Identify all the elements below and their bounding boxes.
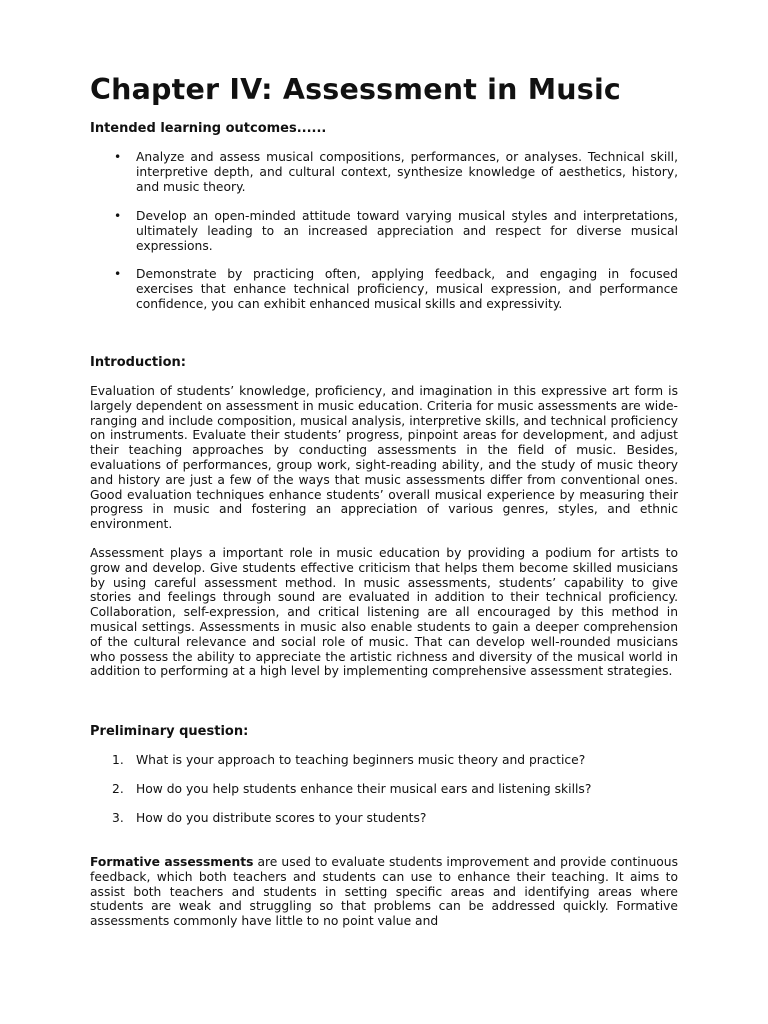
introduction-heading: Introduction: — [90, 355, 186, 370]
outcome-text: Analyze and assess musical compositions, performances, or analyses. Technical skill, interpretive depth, and cultural context, synthesize knowledge of aesthetics, history, and music theory. — [136, 150, 678, 194]
paragraph-text: Assessment plays a important role in music education by providing a podium for artists to grow and develop. Give students effective criticism that helps them become skilled musicians by using careful assessment method. In music assessments, students’ capability to give stories and feelings through sound are evaluated in addition to their technical proficiency. Collaboration, self-expression, and critical listening are all encouraged by this method in musical settings. Assessments in music also enable students to gain a deeper comprehension of the cultural relevance and social role of music. That can develop well-rounded musicians who possess the ability to appreciate the artistic richness and diversity of the musical world in addition to performing at a high level by implementing comprehensive assessment strategies. — [90, 546, 678, 679]
list-item — [90, 782, 591, 797]
intro-paragraph-1 — [90, 384, 678, 532]
list-item — [90, 150, 678, 194]
bullet-icon: • — [114, 267, 122, 281]
question-number: 2. — [112, 782, 124, 796]
list-item — [90, 753, 585, 768]
outcomes-heading: Intended learning outcomes...... — [90, 121, 327, 136]
formative-term: Formative assessments — [90, 855, 254, 869]
outcome-text: Demonstrate by practicing often, applying feedback, and engaging in focused exercises that enhance technical proficiency, musical expression, and performance confidence, you can exhibit enhanced musical skills and expressivity. — [136, 267, 678, 311]
question-text: How do you distribute scores to your students? — [136, 811, 427, 825]
list-item — [90, 267, 678, 311]
question-text: How do you help students enhance their musical ears and listening skills? — [136, 782, 592, 796]
formative-text: are used to evaluate students improvement and provide continuous feedback, which both teachers and students can use to enhance their teaching. It aims to assist both teachers and students in setting specific areas and identifying areas where students are weak and struggling so that problems can be addressed quickly. Formative assessments commonly have little to no point value and — [90, 855, 678, 929]
question-text: What is your approach to teaching beginners music theory and practice? — [136, 753, 586, 767]
outcome-text: Develop an open-minded attitude toward varying musical styles and interpretations, ultimately leading to an increased appreciation and respect for diverse musical expressions. — [136, 209, 678, 253]
formative-paragraph — [90, 855, 678, 929]
paragraph-text: Evaluation of students’ knowledge, proficiency, and imagination in this expressive art form is largely dependent on assessment in music education. Criteria for music assessments are wide-ranging and include composition, musical analysis, interpretive skills, and technical proficiency on instruments. Evaluate their students’ progress, pinpoint areas for development, and adjust their teaching approaches by conducting assessments in the field of music. Besides, evaluations of performances, group work, sight-reading ability, and the study of music theory and history are just a few of the ways that music assessments differ from conventional ones. Good evaluation techniques enhance students’ overall musical experience by measuring their progress in music and fostering an appreciation of various genres, styles, and ethnic environment. — [90, 384, 678, 532]
question-number: 1. — [112, 753, 124, 767]
paragraph-text — [90, 855, 678, 929]
chapter-title: Chapter IV: Assessment in Music — [90, 73, 622, 106]
list-item — [90, 209, 678, 253]
bullet-icon: • — [114, 209, 122, 223]
question-number: 3. — [112, 811, 124, 825]
list-item — [90, 811, 426, 826]
bullet-icon: • — [114, 150, 122, 164]
preliminary-heading: Preliminary question: — [90, 724, 249, 739]
intro-paragraph-2 — [90, 546, 678, 679]
